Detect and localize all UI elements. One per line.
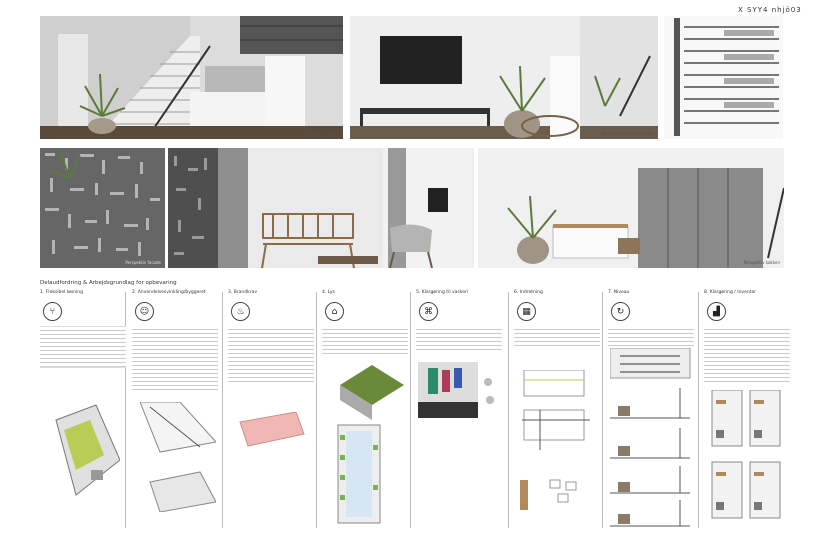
column-text — [132, 326, 218, 390]
analysis-column — [228, 290, 314, 528]
column-text — [704, 326, 790, 382]
column-heading: 7. Niveau — [608, 290, 630, 295]
caption: Perspektiv køkken — [743, 260, 780, 265]
screen-detail — [168, 148, 218, 268]
column-heading: 1. Fleksibel løsning — [40, 290, 83, 295]
tuning-fork-icon: ⑂ — [43, 302, 62, 321]
section-drawing — [664, 16, 783, 139]
thumbs-icon: ☺ — [135, 302, 154, 321]
furniture-layout-diagram — [520, 370, 600, 520]
layout-icon: ▦ — [517, 302, 536, 321]
living-room-illustration — [350, 16, 658, 139]
analysis-column — [704, 290, 790, 528]
wall-section-diagram — [140, 402, 216, 512]
stairs-icon: ▟ — [707, 302, 726, 321]
divider — [508, 292, 509, 528]
render-fascade — [40, 148, 165, 268]
stairs-illustration — [40, 16, 343, 139]
tshirt-icon: ⌘ — [419, 302, 438, 321]
sheet-title: X SYY4 nhjö03 — [738, 6, 802, 14]
column-heading: 6. Indretning — [514, 290, 543, 295]
divider — [698, 292, 699, 528]
divider — [410, 292, 411, 528]
column-text — [608, 326, 694, 346]
analysis-column — [608, 290, 694, 528]
analysis-column — [514, 290, 600, 528]
house-light-icon: ⌂ — [325, 302, 344, 321]
column-text — [228, 326, 314, 382]
fascade-pattern — [40, 148, 165, 268]
render-screen-detail — [168, 148, 218, 268]
render-kitchen — [478, 148, 784, 268]
fire-board-sample — [236, 412, 306, 452]
bench-illustration — [218, 148, 474, 268]
caption: Perspektiv trappe — [303, 131, 339, 136]
light-section-diagram — [332, 365, 406, 525]
floor-plan-diagram — [46, 400, 120, 500]
column-text — [40, 326, 126, 368]
recycle-icon: ↻ — [611, 302, 630, 321]
laundry-rack-photo — [418, 362, 498, 418]
analysis-column — [322, 290, 408, 528]
render-plan-lines — [664, 16, 783, 139]
divider — [316, 292, 317, 528]
column-heading: 2. Anvendelsesvinkling/byggeret — [132, 290, 206, 295]
divider — [222, 292, 223, 528]
column-heading: 4. Lys — [322, 290, 335, 295]
render-living — [350, 16, 658, 139]
column-text — [416, 326, 502, 350]
analysis-column — [132, 290, 218, 528]
caption: Perspektiv facade — [125, 260, 161, 265]
kitchen-illustration — [478, 148, 784, 268]
analysis-title: Delaudfordring & Arbejdsgrundlag for opbevaring — [40, 280, 177, 286]
render-bench — [218, 148, 474, 268]
column-text — [514, 326, 600, 346]
caption: Perspektiv stue og trappe — [602, 131, 654, 136]
column-heading: 8. Klargøring / Inventar — [704, 290, 757, 295]
column-heading: 3. Brandkrav — [228, 290, 258, 295]
level-sections — [610, 348, 694, 528]
plan-variants — [710, 390, 786, 520]
divider — [602, 292, 603, 528]
analysis-column — [40, 290, 126, 528]
flame-icon: ♨ — [231, 302, 250, 321]
column-heading: 5. Klargøring til vaskeri — [416, 290, 469, 295]
render-stairs — [40, 16, 343, 139]
analysis-column — [416, 290, 502, 528]
column-text — [322, 326, 408, 356]
